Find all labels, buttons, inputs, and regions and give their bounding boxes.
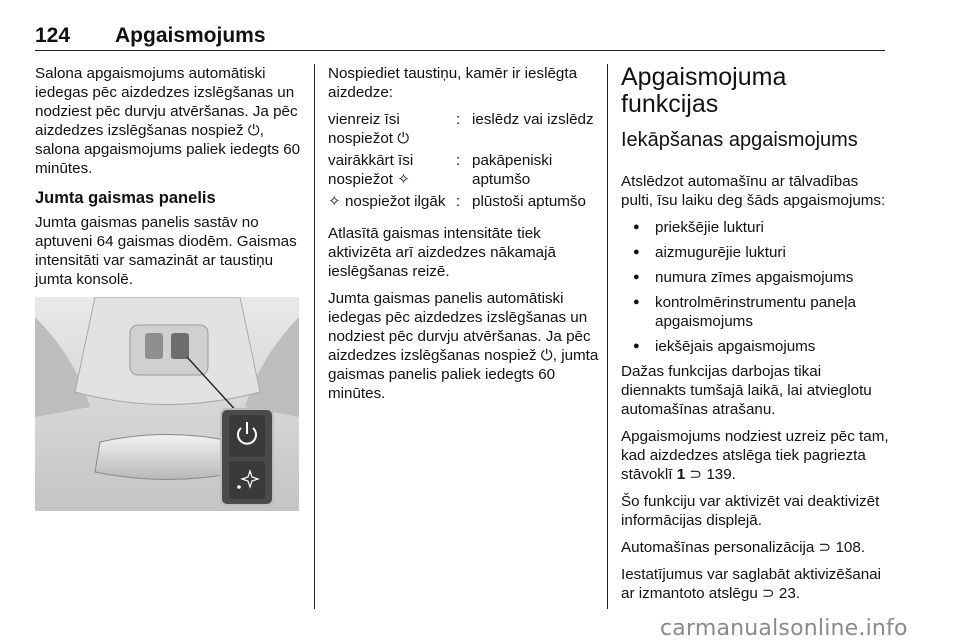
section-title: Apgaismojuma funkcijas — [621, 63, 787, 118]
paragraph: Jumta gaismas panelis automātiski iedegas pēc aizdedzes izslēgšanas un nodziest pēc durvju atvēršanas. Ja pēc aizdedzes izslēgšanas nospiež ⏻, jumta gaismas panelis paliek iedegts 60 minūtes. — [328, 290, 599, 402]
table-cell-result: plūstoši aptumšo — [472, 193, 586, 210]
table-cell-action: ✧ nospiežot ilgāk — [328, 193, 446, 210]
column-middle — [328, 64, 600, 411]
subsection-title: Iekāpšanas apgaismojums — [621, 129, 858, 151]
paragraph: Dažas funkcijas darbojas tikai diennakts tumšajā laikā, lai atvieglotu automašīnas atrašanu. — [621, 363, 872, 418]
page-header — [35, 22, 885, 51]
bullet-list — [621, 218, 889, 356]
list-item: ● iekšējais apgaismojums — [621, 337, 889, 356]
list-item: ● aizmugurējie lukturi — [621, 243, 889, 262]
table-row — [328, 151, 600, 192]
paragraph — [621, 427, 889, 484]
paragraph: Iestatījumus var saglabāt aktivizēšanai ar izmantoto atslēgu ⊃ 23. — [621, 566, 882, 602]
column-right — [621, 64, 889, 611]
table-row — [328, 192, 600, 214]
text-run: Apgaismojums nodziest uzreiz pēc tam, kad aizdedzes atslēga tiek pagriezta stāvoklī — [621, 428, 889, 483]
paragraph: Nospiediet taustiņu, kamēr ir ieslēgta aizdedze: — [328, 65, 578, 101]
chapter-title: Apgaismojums — [115, 24, 266, 47]
page-reference[interactable]: ⊃ 139. — [685, 466, 736, 483]
table-cell-action: vienreiz īsi nospiežot ⏻ — [328, 111, 410, 147]
table-cell-result: pakāpeniski aptumšo — [472, 152, 553, 188]
table-cell-sep: : — [456, 193, 461, 210]
table-cell-sep: : — [456, 111, 461, 128]
page-number: 124 — [35, 24, 71, 47]
watermark: carmanualsonline.info — [660, 616, 908, 641]
column-left — [35, 64, 301, 511]
paragraph: Automašīnas personalizācija ⊃ 108. — [621, 539, 866, 556]
list-item: ● kontrolmērinstrumentu paneļa apgaismojums — [621, 293, 889, 331]
list-item: ● numura zīmes apgaismojums — [621, 268, 889, 287]
column-divider — [607, 64, 608, 609]
paragraph: Atlasītā gaismas intensitāte tiek aktivizēta arī aizdedzes nākamajā ieslēgšanas reizē. — [328, 225, 556, 280]
table-row — [328, 110, 600, 151]
table-cell-sep: : — [456, 152, 461, 169]
table-cell-action: vairākkārt īsi nospiežot ✧ — [328, 152, 414, 188]
table-cell-result: ieslēdz vai izslēdz — [472, 111, 594, 128]
column-divider — [314, 64, 315, 609]
paragraph: Atslēdzot automašīnu ar tālvadības pulti, īsu laiku deg šāds apgaismojums: — [621, 173, 886, 209]
roof-console-photo — [35, 297, 299, 511]
button-actions-table — [328, 110, 600, 214]
roof-console-illustration — [35, 297, 299, 511]
key-position: 1 — [676, 466, 686, 483]
list-item: ● priekšējie lukturi — [621, 218, 889, 237]
section-heading: Jumta gaismas panelis — [35, 189, 216, 207]
paragraph: Šo funkciju var aktivizēt vai deaktivizēt informācijas displejā. — [621, 493, 880, 529]
paragraph: Jumta gaismas panelis sastāv no aptuveni 64 gaismas diodēm. Gaismas intensitāti var samazināt ar taustiņu jumta konsolē. — [35, 214, 297, 288]
paragraph: Salona apgaismojums automātiski iedegas pēc aizdedzes izslēgšanas un nodziest pēc durvju atvēršanas. Ja pēc aizdedzes izslēgšanas nospiež ⏻, salona apgaismojums paliek iedegts 60 minūtes. — [35, 65, 301, 177]
